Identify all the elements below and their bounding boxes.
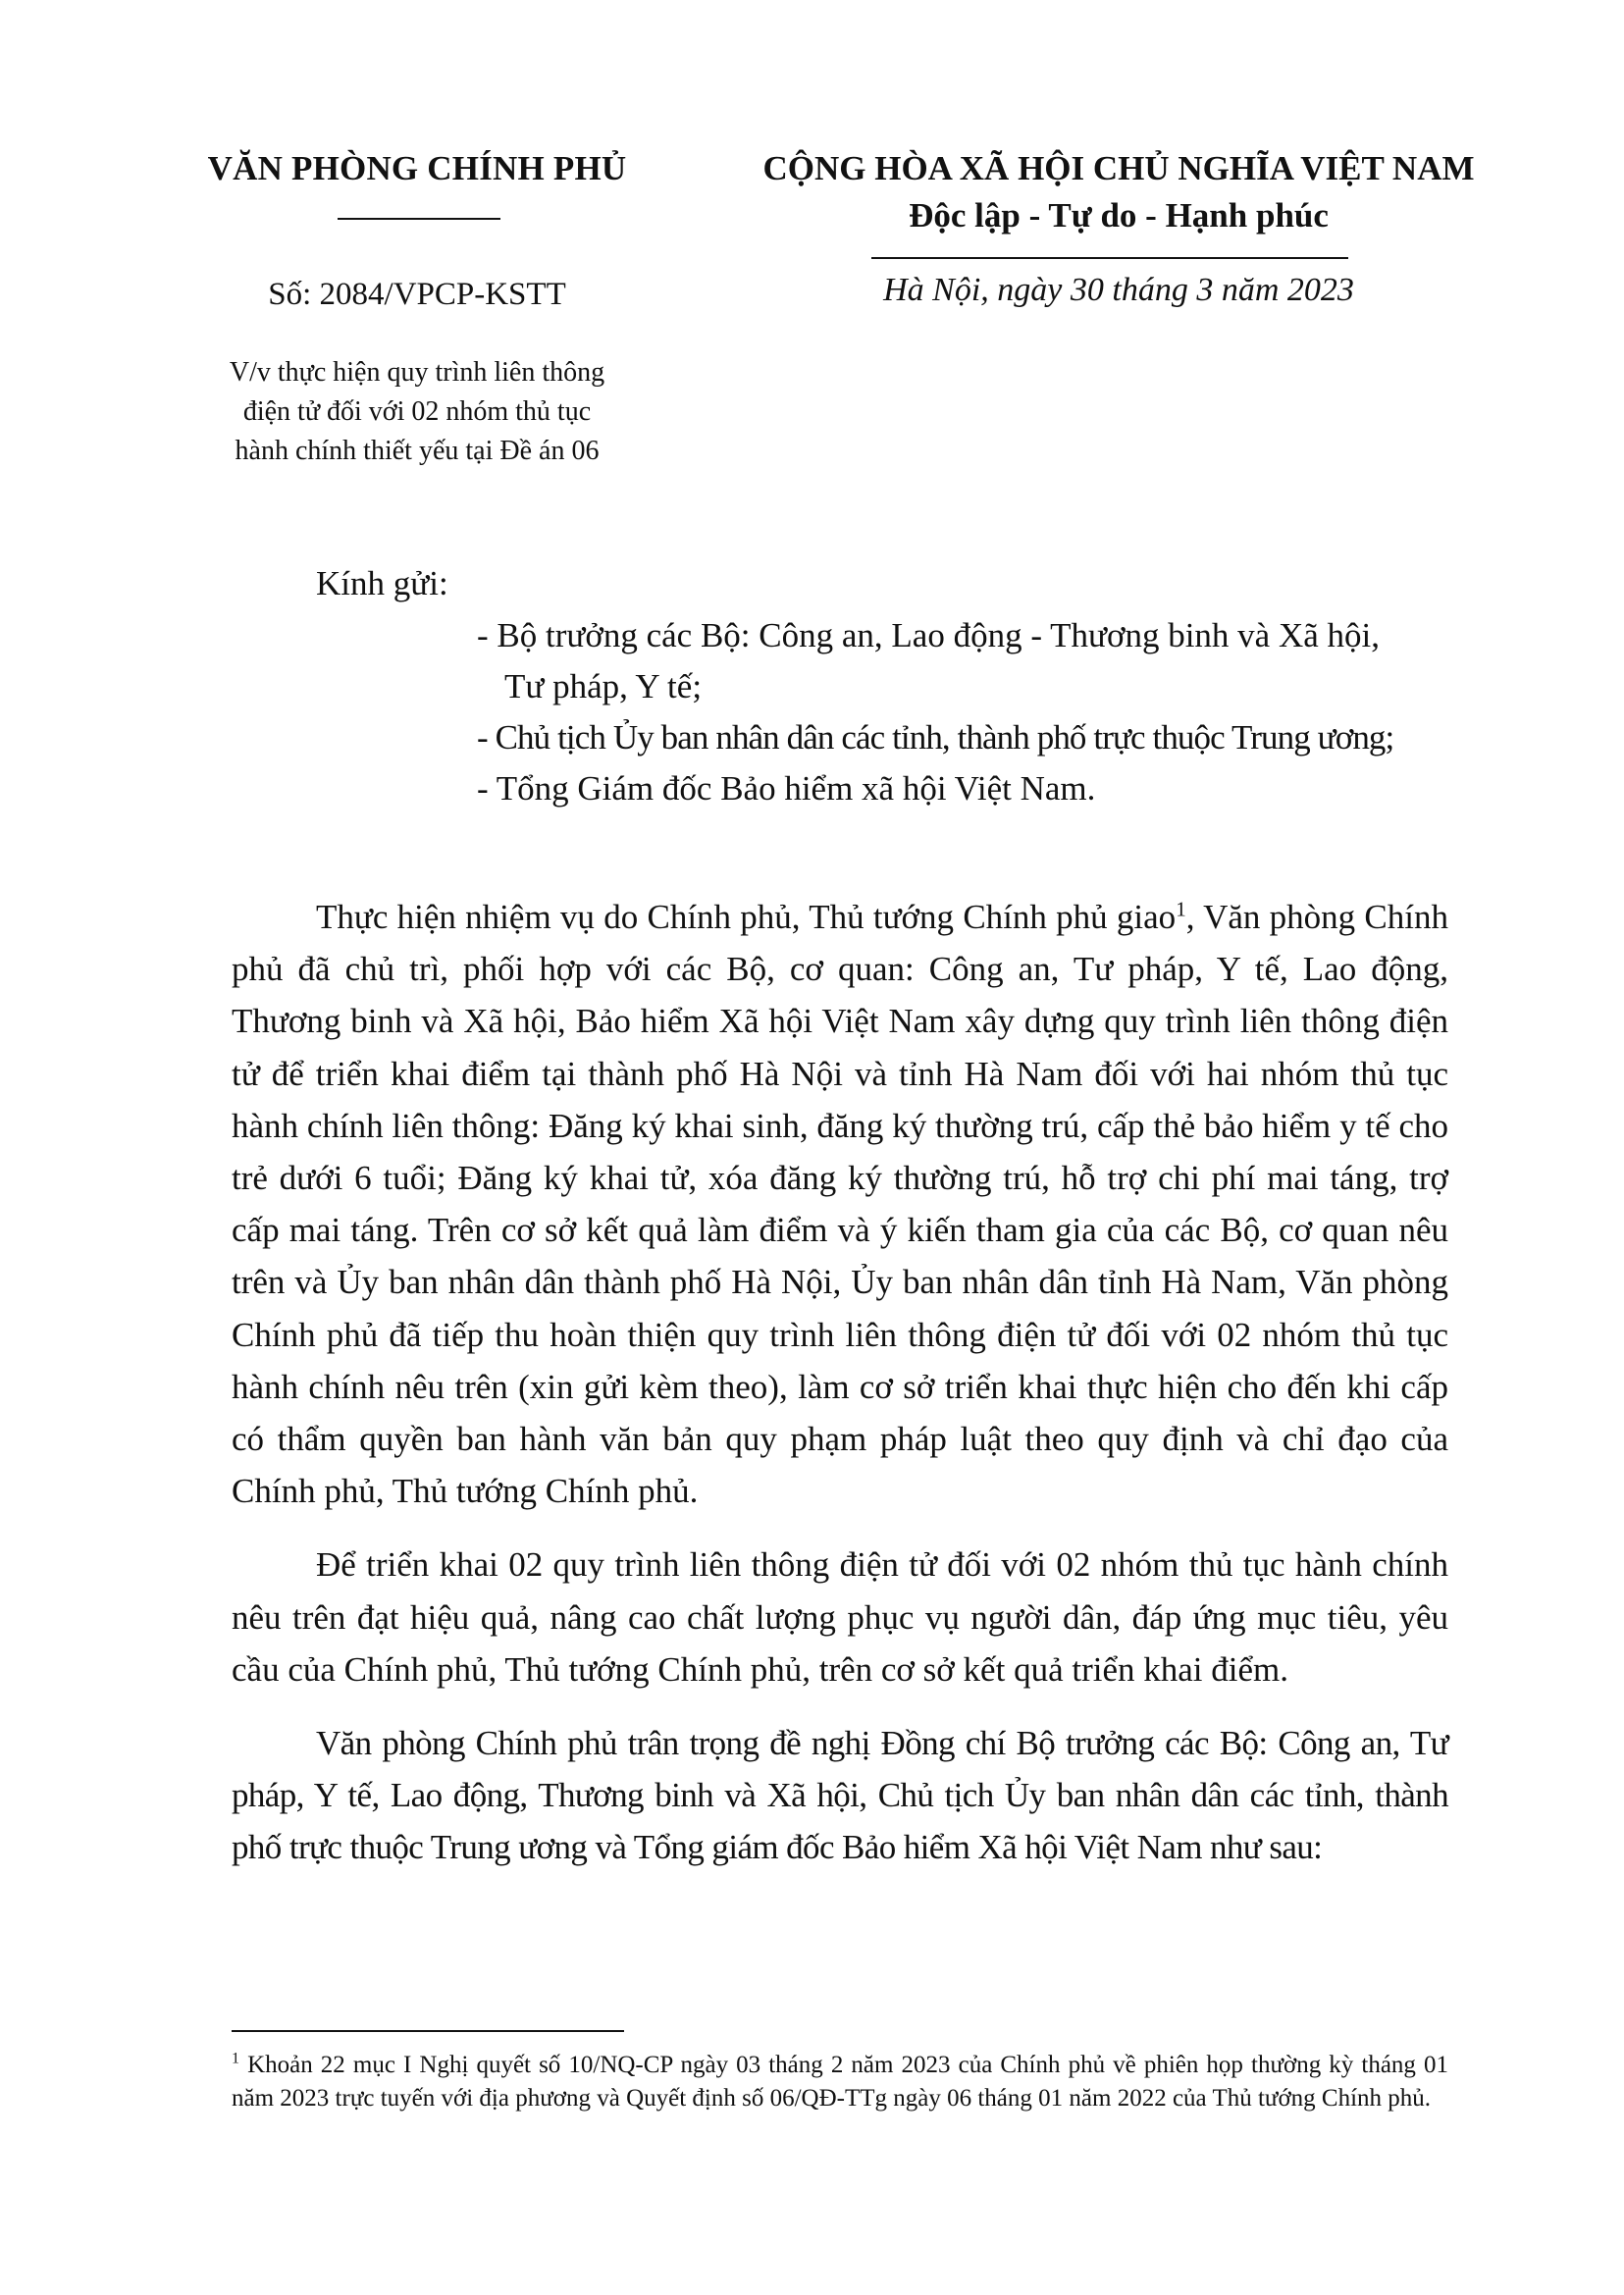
body-paragraph: Văn phòng Chính phủ trân trọng đề nghị Đồng chí Bộ trưởng các Bộ: Công an, Tư pháp, Y tế, Lao động, Thương binh và Xã hội, Chủ tịch Ủy ban nhân dân các tỉnh, thành phố trực thuộc Trung ương và Tổng giám đốc Bảo hiểm Xã hội Việt Nam như sau: [232, 1724, 1448, 1867]
footnote-divider [232, 2030, 624, 2032]
recipient-line: Tư pháp, Y tế; [504, 667, 703, 705]
document-number: Số: 2084/VPCP-KSTT [268, 277, 566, 312]
subject-line: hành chính thiết yếu tại Đề án 06 [235, 436, 600, 466]
subject-line: điện tử đối với 02 nhóm thủ tục [242, 396, 592, 427]
recipients-list [477, 610, 1458, 814]
body-paragraph: Để triển khai 02 quy trình liên thông điện tử đối với 02 nhóm thủ tục hành chính nêu trên đạt hiệu quả, nâng cao chất lượng phục vụ người dân, đáp ứng mục tiêu, yêu cầu của Chính phủ, Thủ tướng Chính phủ, trên cơ sở kết quả triển khai điểm. [232, 1545, 1448, 1689]
body-paragraph [232, 891, 1448, 1517]
agency-underline-divider [338, 218, 500, 220]
recipient-line: - Tổng Giám đốc Bảo hiểm xã hội Việt Nam. [477, 769, 1096, 808]
document-subject [167, 353, 667, 471]
footnote-reference[interactable]: 1 [1176, 897, 1186, 921]
paragraph-text: , Văn phòng Chính phủ đã chủ trì, phối hợp với các Bộ, cơ quan: Công an, Tư pháp, Y tế, Lao động, Thương binh và Xã hội, Bảo hiểm Xã hội Việt Nam xây dựng quy trình liên thông điện tử để triển khai điểm tại thành phố Hà Nội và tỉnh Hà Nam đối với hai nhóm thủ tục hành chính liên thông: Đăng ký khai sinh, đăng ký thường trú, cấp thẻ bảo hiểm y tế cho trẻ dưới 6 tuổi; Đăng ký khai tử, xóa đăng ký thường trú, hỗ trợ chi phí mai táng, trợ cấp mai táng. Trên cơ sở kết quả làm điểm và ý kiến tham gia của các Bộ, cơ quan nêu trên và Ủy ban nhân dân thành phố Hà Nội, Ủy ban nhân dân tỉnh Hà Nam, Văn phòng Chính phủ đã tiếp thu hoàn thiện quy trình liên thông điện tử đối với 02 nhóm thủ tục hành chính nêu trên (xin gửi kèm theo), làm cơ sở triển khai thực hiện cho đến khi cấp có thẩm quyền ban hành văn bản quy phạm pháp luật theo quy định và chỉ đạo của Chính phủ, Thủ tướng Chính phủ. [232, 898, 1448, 1511]
paragraph-text: Thực hiện nhiệm vụ do Chính phủ, Thủ tướng Chính phủ giao [316, 898, 1177, 936]
place-and-date: Hà Nội, ngày 30 tháng 3 năm 2023 [883, 272, 1354, 308]
footnote-marker: 1 [232, 2050, 239, 2067]
motto-underline-divider [871, 257, 1348, 259]
issuing-agency: VĂN PHÒNG CHÍNH PHỦ [207, 149, 627, 187]
subject-line: V/v thực hiện quy trình liên thông [229, 357, 605, 388]
recipient-line: - Bộ trưởng các Bộ: Công an, Lao động - Thương binh và Xã hội, [477, 616, 1380, 654]
letter-body [232, 891, 1448, 1896]
footnote-text: Khoản 22 mục I Nghị quyết số 10/NQ-CP ngày 03 tháng 2 năm 2023 của Chính phủ về phiên họp thường kỳ tháng 01 năm 2023 trực tuyến với địa phương và Quyết định số 06/QĐ-TTg ngày 06 tháng 01 năm 2022 của Thủ tướng Chính phủ. [232, 2052, 1448, 2112]
national-title: CỘNG HÒA XÃ HỘI CHỦ NGHĨA VIỆT NAM [762, 149, 1475, 187]
national-motto: Độc lập - Tự do - Hạnh phúc [909, 196, 1329, 235]
recipients-label: Kính gửi: [316, 564, 448, 602]
recipient-line: - Chủ tịch Ủy ban nhân dân các tỉnh, thành phố trực thuộc Trung ương; [477, 718, 1394, 756]
footnote [232, 2049, 1448, 2115]
